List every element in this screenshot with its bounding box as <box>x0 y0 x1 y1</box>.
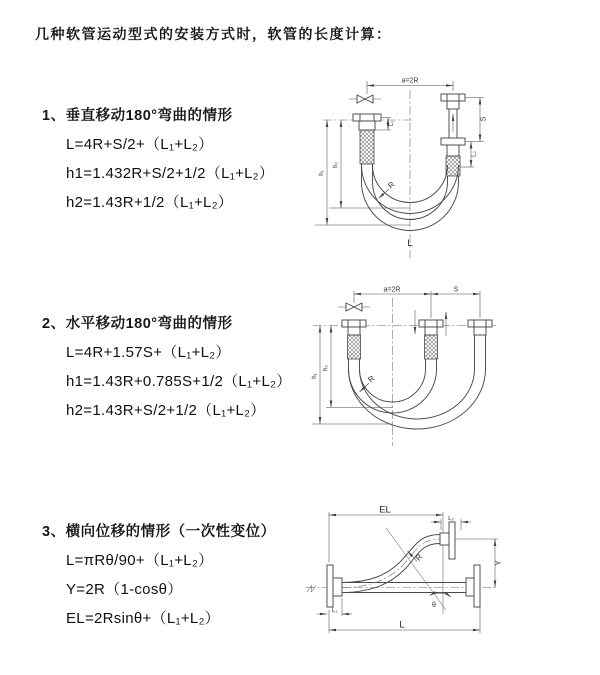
right-flange-fitting <box>468 320 492 369</box>
h1-label: h₁ <box>319 170 325 176</box>
section-2-formulas <box>66 344 292 420</box>
valve-icon <box>338 303 370 311</box>
section-1-formulas <box>66 136 274 212</box>
section-lateral-displacement <box>42 520 276 639</box>
formula-h2: h2=1.43R+S/2+1/2（L₁+L₂） <box>66 402 266 419</box>
dimension-s <box>431 287 480 295</box>
diagram-horizontal-180-bend <box>298 284 598 476</box>
middle-flange-fitting <box>419 320 443 369</box>
dimension-el <box>329 505 443 615</box>
section-horizontal-movement <box>42 312 292 431</box>
s-label: S <box>480 116 488 122</box>
formula-h1: h1=1.432R+S/2+1/2（L₁+L₂） <box>66 165 275 182</box>
formula-y: Y=2R（1-cosθ） <box>66 581 183 598</box>
l1-label: L₁ <box>331 608 338 614</box>
h2-label: h₂ <box>333 162 339 168</box>
s-label: S <box>453 286 459 294</box>
a2r-label: a=2R <box>401 77 419 85</box>
h1-label: h₁ <box>312 373 318 379</box>
dimension-a2r <box>354 287 480 319</box>
left-flange-fitting <box>342 320 366 369</box>
l2-label: L₂ <box>471 151 478 157</box>
el-label: EL <box>379 504 391 516</box>
hose-displaced-position <box>342 522 455 593</box>
formula-el: EL=2Rsinθ+（L₁+L₂） <box>66 610 220 627</box>
l-label: L <box>407 238 413 249</box>
dimension-s <box>465 98 488 142</box>
a2r-label: a=2R <box>383 286 401 294</box>
section-vertical-movement <box>42 104 274 223</box>
formula-h1: h1=1.43R+0.785S+1/2（L₁+L₂） <box>66 373 292 390</box>
section-3-heading: 3、横向位移的情形（一次性变位） <box>42 524 276 540</box>
section-2-heading: 2、水平移动180°弯曲的情形 <box>42 316 233 332</box>
angle-theta <box>430 593 452 609</box>
formula-length: L=4R+1.57S+（L₁+L₂） <box>66 344 231 361</box>
section-1-heading: 1、垂直移动180°弯曲的情形 <box>42 108 233 124</box>
r-label: R <box>386 179 397 191</box>
left-flange-fitting <box>327 565 342 607</box>
diagram-vertical-180-bend <box>303 70 588 262</box>
valve-icon <box>349 95 381 103</box>
h2-label: h₂ <box>323 365 329 371</box>
dimension-l <box>329 607 480 633</box>
radius-callout <box>386 528 446 610</box>
r-label: R <box>366 373 377 385</box>
section-3-formulas <box>66 552 276 628</box>
right-flange-fitting <box>441 94 465 182</box>
l2-label: L₂ <box>448 516 454 522</box>
left-flange-fitting <box>353 114 381 182</box>
y-label: Y <box>494 560 503 566</box>
theta-label: θ <box>432 602 436 609</box>
r-label: R <box>413 552 425 563</box>
l-label: L <box>399 619 405 631</box>
dimension-l1 <box>317 598 352 616</box>
formula-length: L=πRθ/90+（L₁+L₂） <box>66 552 214 569</box>
centerline-break-mark <box>307 586 316 593</box>
page-title: 几种软管运动型式的安装方式时，软管的长度计算： <box>35 26 392 42</box>
formula-length: L=4R+S/2+（L₁+L₂） <box>66 136 214 153</box>
diagram-lateral-displacement <box>298 502 598 650</box>
l1-label: L₁ <box>389 120 395 127</box>
formula-h2: h2=1.43R+1/2（L₁+L₂） <box>66 194 234 211</box>
